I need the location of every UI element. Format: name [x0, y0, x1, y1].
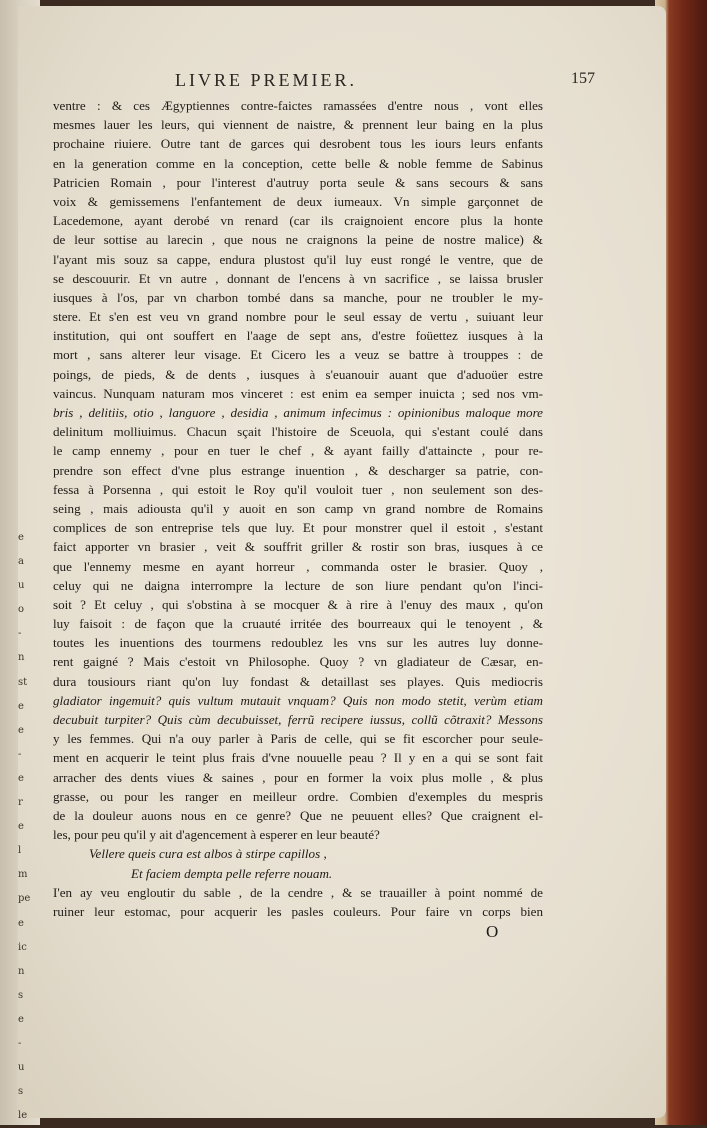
text-line: rent gaigné ? Mais c'estoit vn Philosophe. Quoy ? vn gladiateur de Cæsar, en-: [53, 654, 543, 670]
margin-fragment: l: [18, 845, 22, 857]
text-line: Patricien Romain , pour l'interest d'autruy porta seule & sans secours & sans: [53, 174, 543, 190]
margin-fragment: le: [18, 1110, 28, 1122]
margin-fragment: -: [18, 628, 22, 640]
text-line: toutes les inuentions des tourmens redoublez les vns sur les autres luy donne-: [53, 635, 543, 651]
text-line: complices de son entreprise tels que luy. Et pour monstrer quel il estoit , s'estant: [53, 520, 543, 536]
text-line: y les femmes. Qui n'a ouy parler à Paris de celle, qui se fit escorcher pour seule-: [53, 731, 543, 747]
margin-fragment: s: [18, 989, 24, 1001]
margin-fragment: e: [18, 532, 24, 543]
text-line: delinitum molliuimus. Chacun sçait l'histoire de Sceuola, qui s'estant coulé dans: [53, 424, 543, 440]
verse-line: Et faciem dempta pelle referre nouam.: [131, 865, 333, 881]
body-text: [53, 96, 543, 921]
text-line: prendre son effect d'vne plus estrange inuention , & descharger sa patrie, con-: [53, 462, 543, 478]
margin-fragment: -: [18, 748, 22, 760]
margin-fragment: s: [18, 1086, 24, 1098]
page-number: 157: [571, 70, 595, 87]
margin-fragment: u: [18, 1062, 25, 1074]
margin-fragment: e: [18, 1013, 24, 1025]
margin-fragment: st: [18, 676, 28, 688]
text-line: luy faisoit : de façon que la cruauté irritée des bourreaux qui le tenoyent , &: [53, 616, 543, 632]
verse-line: Vellere queis cura est albos à stirpe capillos ,: [89, 846, 327, 862]
text-line: que l'ennemy mesme en ayant horreur , commanda oster le brasier. Quoy ,: [53, 558, 543, 574]
margin-fragment: n: [18, 652, 25, 664]
text-line: ventre : & ces Ægyptiennes contre-faictes ramassées d'entre nous , vont elles: [53, 98, 543, 113]
text-line: I'en ay veu engloutir du sable , de la cendre , & se trauailler à point nommé de: [53, 884, 543, 900]
text-line: l'ayant mis souz sa cappe, endura plustost qu'il luy eust rongé le ventre, que de: [53, 251, 543, 267]
text-line: de la douleur auons nous en ce genre? Que ne peuuent elles? Que craignent el-: [53, 807, 543, 823]
text-line: prochaine riuiere. Outre tant de garces qui desrobent tous les iours leurs enfants: [53, 136, 543, 152]
margin-fragment: e: [18, 700, 24, 712]
margin-fragment: r: [18, 797, 23, 809]
latin-quote-line: bris , delitiis, otio , languore , desidia , animum infecimus : opinionibus maloque more: [53, 405, 543, 420]
text-line: stere. Et s'en est veu vn grand nombre pour le seul essay de vertu , suiuant leur: [53, 309, 543, 325]
margin-fragment: a: [18, 556, 24, 568]
text-line: ment en acquerir le teint plus frais d'vne nouuelle peau ? Il y en a qui se sont fait: [53, 750, 543, 766]
margin-fragment: e: [18, 772, 24, 784]
text-line: iusques à l'os, par vn charbon tombé dans sa manche, pour ne troubler le my-: [53, 289, 543, 305]
text-line: ruiner leur estomac, pour acquerir les pasles couleurs. Pour faire vn corps bien: [53, 903, 543, 919]
margin-fragment: e: [18, 821, 24, 833]
text-line: celuy qui ne daigna interrompre la lecture de son liure pendant qu'on l'inci-: [53, 577, 543, 593]
text-line: arracher des dents viues & saines , pour en former la voix plus molle , & plus: [53, 769, 543, 785]
text-line: le camp ennemy , pour en tuer le chef , & ayant failly d'attaincte , pour re-: [53, 443, 543, 459]
running-title: LIVRE PREMIER.: [175, 70, 358, 90]
text-line: voix & gemissemens l'enfantement de deux iumeaux. Vn simple garçonnet de: [53, 193, 543, 209]
latin-quote-line: gladiator ingemuit? quis vultum mutauit vnquam? Quis non modo stetit, verùm etiam: [53, 692, 543, 708]
latin-quote-line: decubuit turpiter? Quis cùm decubuisset, ferrũ recipere iussus, collũ cõtraxit? Messons: [53, 712, 543, 727]
text-line: institution, qui ont souffert en l'aage de sept ans, d'estre foüettez iusques à la: [53, 328, 543, 344]
margin-fragment: m: [18, 869, 28, 881]
text-line: Lacedemone, ayant derobé vn renard (car ils craignoient encore plus la honte: [53, 213, 543, 229]
text-line: faict apporter vn brasier , veit & souffrit griller & rostir son bras, iusques à ce: [53, 539, 543, 555]
text-line: fessa à Porsenna , qui estoit le Roy qu'il vouloit tuer , non seulement son des-: [53, 481, 543, 497]
margin-fragment: n: [18, 965, 25, 977]
margin-fragment: -: [18, 1037, 22, 1049]
text-line: se descouurir. Et vn autre , donnant de l'encens à vn sacrifice , se laissa brusler: [53, 270, 543, 286]
text-line: mesmes lauer les leurs, qui viennent de naistre, & prennent leur baing en la plus: [53, 117, 543, 133]
text-line: les, pour peu qu'il y ait d'agencement à esperer en leur beauté?: [53, 827, 380, 843]
text-line: seing , mais adiousta qu'il y auoit en son camp vn grand nombre de Romains: [53, 500, 543, 516]
page-header: [155, 70, 595, 94]
margin-fragment: pe: [18, 893, 31, 905]
margin-fragment: u: [18, 580, 25, 592]
margin-fragment: e: [18, 724, 24, 736]
text-line: soit ? Et celuy , qui s'obstina à se mocquer & à rire à l'enuy des maux , qu'on: [53, 596, 543, 612]
text-line: de leur sottise au larecin , que nous ne craignons la peine de nostre malice) &: [53, 232, 543, 248]
text-line: vaincus. Nunquam naturam mos vinceret : est enim ea semper inuicta ; sed nos vm-: [53, 385, 543, 401]
text-line: en la generation comme en la conception, cette belle & noble femme de Sabinus: [53, 155, 543, 171]
margin-fragment: o: [18, 604, 25, 616]
text-line: dura tousiours riant qu'on luy fondast & detaillast ses playes. Quis mediocris: [53, 673, 543, 689]
text-line: poings, de pieds, & de dents , iusques à s'euanouir auant que d'aduoüer estre: [53, 366, 543, 382]
text-line: grasse, ou pour les ranger en meilleur ordre. Combien d'exemples du mespris: [53, 788, 543, 804]
signature-mark: O: [486, 922, 499, 941]
text-line: mort , sans alterer leur visage. Et Cicero les a veuz se battre à trouppes : de: [53, 347, 543, 363]
left-page-bleed-fragments: [18, 526, 32, 1128]
margin-fragment: e: [18, 917, 24, 929]
margin-fragment: ic: [18, 941, 27, 953]
